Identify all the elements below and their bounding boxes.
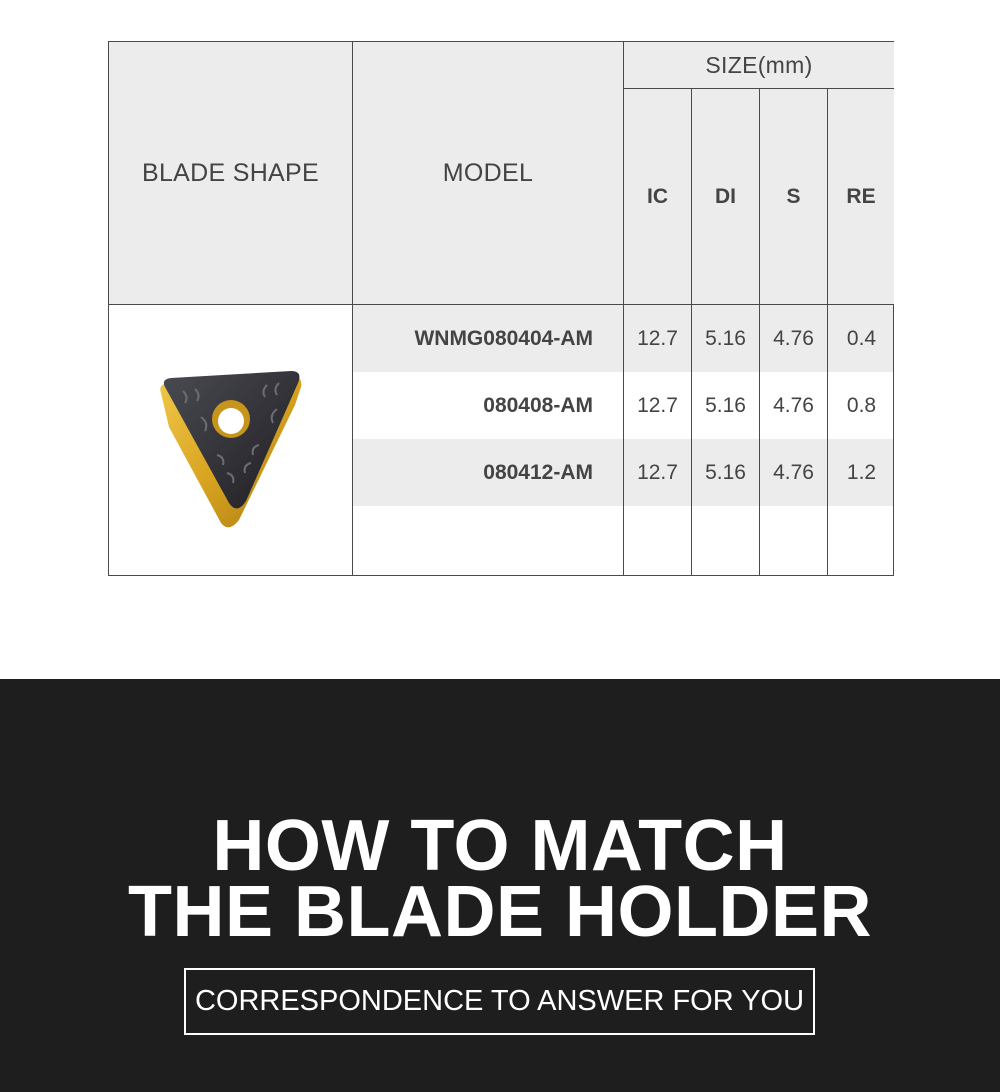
spec-table — [108, 41, 894, 576]
ic-header — [624, 89, 691, 304]
blade-shape-header-label: BLADE SHAPE — [142, 158, 319, 187]
size-header-label: SIZE(mm) — [705, 51, 813, 78]
banner-title-line-1: HOW TO MATCH — [212, 806, 788, 886]
s-header — [760, 89, 827, 304]
s-value: 4.76 — [773, 326, 814, 350]
correspondence-button-label: CORRESPONDENCE TO ANSWER FOR YOU — [194, 985, 805, 1017]
ic-value: 12.7 — [637, 326, 678, 350]
re-header-label: RE — [846, 184, 876, 208]
blade-shape-header — [109, 42, 352, 304]
re-value: 0.4 — [846, 326, 877, 350]
di-header-label: DI — [715, 184, 736, 208]
s-header-label: S — [786, 184, 801, 208]
blade-image-cell — [109, 305, 352, 575]
s-value: 4.76 — [773, 393, 814, 417]
di-value: 5.16 — [705, 326, 746, 350]
correspondence-button[interactable] — [184, 968, 815, 1035]
di-value: 5.16 — [705, 460, 746, 484]
di-value: 5.16 — [705, 393, 746, 417]
re-value: 0.8 — [846, 393, 877, 417]
size-header — [624, 42, 894, 88]
ic-value: 12.7 — [637, 460, 678, 484]
banner-title-line-2: THE BLADE HOLDER — [128, 872, 872, 952]
model-header — [353, 42, 623, 304]
model-cell: WNMG080404-AM — [414, 326, 593, 350]
trigon-insert-image — [109, 305, 352, 575]
ic-value: 12.7 — [637, 393, 678, 417]
s-value: 4.76 — [773, 460, 814, 484]
model-header-label: MODEL — [442, 158, 534, 187]
re-header — [828, 89, 894, 304]
model-cell: 080408-AM — [483, 393, 593, 417]
re-value: 1.2 — [846, 460, 877, 484]
ic-header-label: IC — [647, 184, 668, 208]
model-cell: 080412-AM — [483, 460, 593, 484]
di-header — [692, 89, 759, 304]
